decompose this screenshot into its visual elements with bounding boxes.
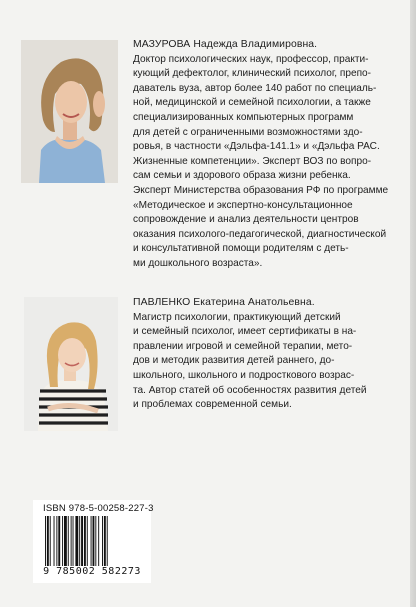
author1-text-line: ровья, в частности «Дэльфа-141.1» и «Дэльфа РАС. (133, 141, 380, 153)
author1-photo (21, 40, 118, 183)
author1-text-line: даватель вуза, автор более 140 работ по специаль- (133, 82, 377, 94)
author1-text-line: специализированных компьютерных программ (133, 111, 354, 123)
author1-text-line: Эксперт Министерства образования РФ по программе (133, 184, 389, 196)
author1-text-line: оказания психолого-педагогической, диагностической (133, 228, 387, 240)
author1-text-line: «Методическое и экспертно-консультационное (133, 199, 353, 211)
author2-text-line: правлении игровой и семейной терапии, мето- (133, 340, 353, 352)
barcode-digits: 9 785002 582273 (43, 566, 141, 577)
author1-bio (133, 38, 399, 272)
author1-text-line: Доктор психологических наук, профессор, практи- (133, 53, 369, 65)
author1-text-line: и консультативной помощи родителям с деть- (133, 243, 349, 255)
author1-text-line: для детей с ограниченными возможностями здо- (133, 126, 363, 138)
author1-text-line: Жизненные компетенции». Эксперт ВОЗ по вопро- (133, 155, 372, 167)
author1-text-line: ной, медицинской и семейной психологии, а также (133, 97, 371, 109)
author1-text-line: ми дошкольного возраста». (133, 257, 263, 269)
author2-text-line: и проблемах современной семьи. (133, 399, 292, 411)
isbn-barcode (33, 500, 154, 583)
author2-text-line: дов и методик развития детей раннего, до- (133, 355, 335, 367)
barcode-bars (45, 516, 145, 566)
author2-text-line: Магистр психологии, практикующий детский (133, 311, 341, 323)
isbn-label: ISBN 978-5-00258-227-3 (43, 503, 154, 514)
author2-name: ПАВЛЕНКО Екатерина Анатольевна. (133, 297, 315, 308)
author2-text-line: школьного, школьного и подросткового возрас- (133, 369, 355, 381)
author2-text-line: и семейный психолог, имеет сертификаты в на- (133, 326, 357, 338)
author1-name: МАЗУРОВА Надежда Владимировна. (133, 39, 318, 50)
author2-bio (133, 296, 403, 413)
author1-text-line: кующий дефектолог, клинический психолог, препо- (133, 68, 372, 80)
author1-text-line: сам семьи и здорового образа жизни ребенка. (133, 170, 351, 182)
author2-text-line: та. Автор статей об особенностях развития детей (133, 384, 367, 396)
author2-photo (24, 297, 118, 431)
page-edge (410, 0, 416, 607)
author1-text-line: сопровождение и анализ деятельности центров (133, 214, 359, 226)
